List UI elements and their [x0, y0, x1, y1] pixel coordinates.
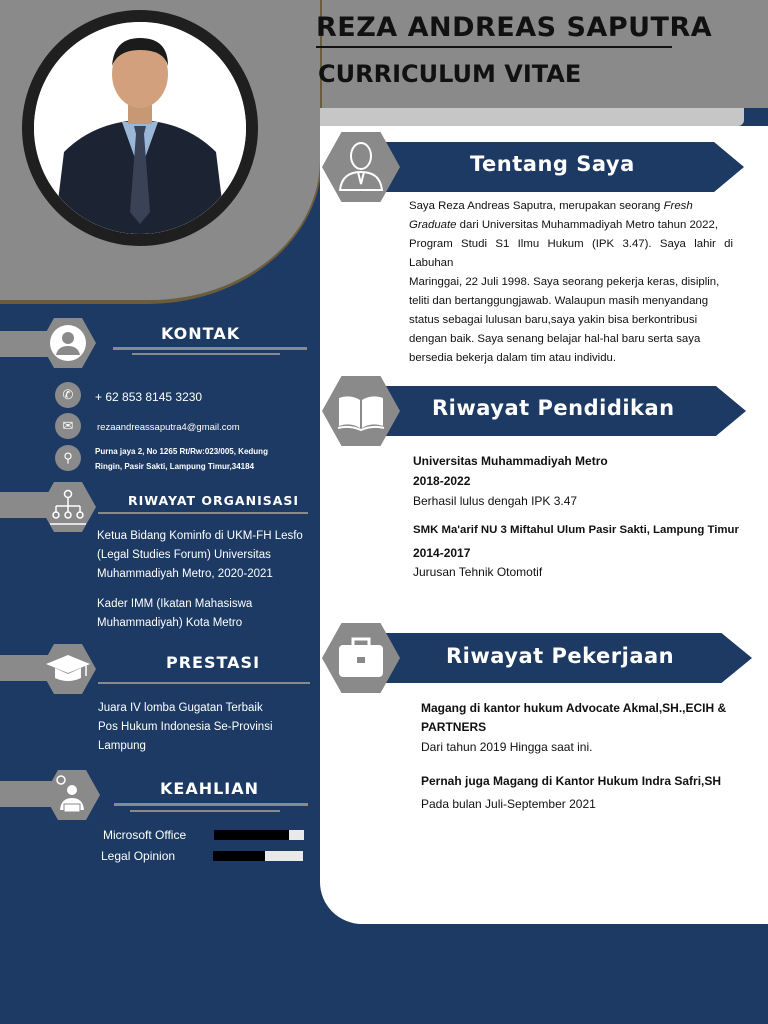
- phone-number: + 62 853 8145 3230: [95, 390, 203, 404]
- about-line: Graduate dari Universitas Muhammadiyah Metro tahun 2022,: [409, 219, 718, 231]
- phone-icon: ✆: [55, 382, 81, 408]
- achievement-rule: [98, 682, 310, 684]
- organization-line: Ketua Bidang Kominfo di UKM-FH Lesfo: [97, 530, 303, 542]
- skill-name: Microsoft Office: [103, 828, 187, 842]
- about-heading: Tentang Saya: [470, 152, 635, 176]
- education-heading: Riwayat Pendidikan: [432, 396, 675, 420]
- contact-heading: KONTAK: [161, 324, 241, 343]
- work-entry-title-cont: PARTNERS: [421, 720, 487, 734]
- work-entry-period: Pada bulan Juli-September 2021: [421, 797, 596, 811]
- name-underline: [316, 46, 672, 48]
- skill-level-fill: [214, 830, 289, 840]
- person-name: REZA ANDREAS SAPUTRA: [316, 12, 713, 43]
- about-line: status sebagai lulusan baru,saya yakin bisa berkontribusi: [409, 314, 698, 326]
- about-line: bersedia bekerja dalam tim atau individu.: [409, 352, 617, 364]
- achievement-line: Lampung: [98, 740, 146, 752]
- address-line: Ringin, Pasir Sakti, Lampung Timur,34184: [95, 462, 255, 471]
- location-icon: ⚲: [55, 445, 81, 471]
- user-icon: [47, 322, 89, 364]
- about-line: Program Studi S1 Ilmu Hukum (IPK 3.47). Saya lahir di Labuhan: [409, 238, 733, 269]
- graduation-cap-icon: [44, 652, 92, 686]
- skill-name: Legal Opinion: [101, 849, 176, 863]
- book-icon: [336, 392, 386, 432]
- achievement-heading: PRESTASI: [166, 653, 261, 672]
- education-note: Jurusan Tehnik Otomotif: [413, 565, 543, 579]
- education-note: Berhasil lulus dengah IPK 3.47: [413, 494, 578, 508]
- about-line: Saya Reza Andreas Saputra, merupakan seorang Fresh: [409, 200, 693, 212]
- education-school: SMK Ma'arif NU 3 Miftahul Ulum Pasir Sakti, Lampung Timur: [413, 524, 739, 536]
- about-line: Maringgai, 22 Juli 1998. Saya seorang pekerja keras, disiplin,: [409, 276, 720, 288]
- profile-photo: [34, 22, 246, 234]
- organization-heading: RIWAYAT ORGANISASI: [128, 493, 300, 508]
- organization-rule: [98, 512, 308, 514]
- about-line: dengan baik. Saya senang belajar hal-hal baru serta saya: [409, 333, 701, 345]
- achievement-line: Pos Hukum Indonesia Se-Provinsi: [98, 721, 273, 733]
- about-text: [409, 197, 733, 368]
- header-strip: [320, 108, 744, 126]
- achievement-entry: [98, 699, 273, 756]
- education-school: Universitas Muhammadiyah Metro: [413, 454, 608, 468]
- document-title: CURRICULUM VITAE: [318, 60, 582, 88]
- contact-rule: [132, 353, 280, 355]
- organization-entry: [97, 527, 303, 584]
- skills-rule: [114, 803, 308, 806]
- email-icon: ✉: [55, 413, 81, 439]
- work-entry-period: Dari tahun 2019 Hingga saat ini.: [421, 740, 593, 754]
- contact-rule: [113, 347, 307, 350]
- email-address: rezaandreassaputra4@gmail.com: [97, 422, 240, 433]
- organization-line: Kader IMM (Ikatan Mahasiswa: [97, 598, 253, 610]
- education-years: 2018-2022: [413, 474, 471, 488]
- achievement-line: Juara IV lomba Gugatan Terbaik: [98, 702, 263, 714]
- skill-level-bar: [213, 851, 303, 861]
- organization-entry: [97, 595, 252, 633]
- work-entry-title: Pernah juga Magang di Kantor Hukum Indra Safri,SH: [421, 774, 722, 788]
- about-line: teliti dan bertanggungjawab. Walaupun masih menyandang: [409, 295, 709, 307]
- address-line: Purna jaya 2, No 1265 Rt/Rw:023/005, Kedung: [95, 447, 268, 456]
- organization-line: Muhammadiyah) Kota Metro: [97, 617, 243, 629]
- person-icon: [336, 138, 386, 194]
- briefcase-icon: [336, 633, 386, 683]
- education-years: 2014-2017: [413, 546, 471, 560]
- address: [95, 444, 268, 474]
- organization-icon: [48, 488, 88, 526]
- skills-rule: [130, 810, 280, 812]
- work-entry-title: Magang di kantor hukum Advocate Akmal,SH.,ECIH &: [421, 701, 727, 715]
- skills-icon: [52, 774, 92, 816]
- work-heading: Riwayat Pekerjaan: [446, 644, 675, 668]
- skill-level-fill: [213, 851, 265, 861]
- skill-level-bar: [214, 830, 304, 840]
- organization-line: Muhammadiyah Metro, 2020-2021: [97, 568, 273, 580]
- skills-heading: KEAHLIAN: [160, 779, 260, 798]
- organization-line: (Legal Studies Forum) Universitas: [97, 549, 271, 561]
